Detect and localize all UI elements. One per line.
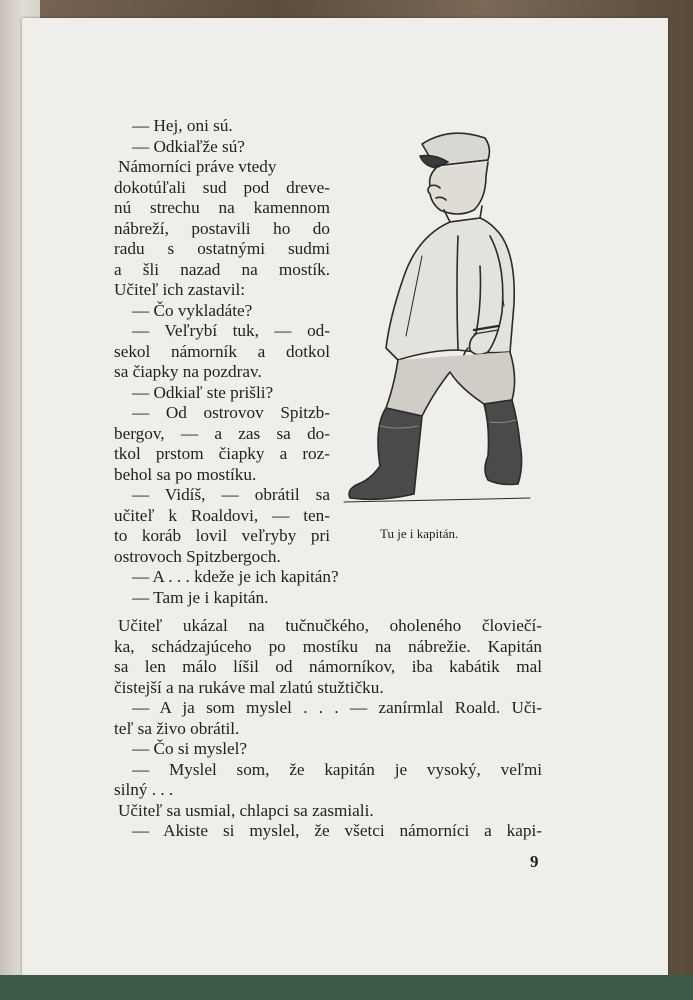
text-line: nábreží, postavili ho do [114, 218, 330, 238]
text-line: to koráb lovil veľryby pri [114, 526, 330, 545]
text-line: ka, schádzajúceho po mostíku na nábrežie. Kapitán [114, 636, 542, 656]
text-line: — A ja som myslel . . . — zanírmlal Roald. Uči- [132, 698, 542, 717]
table-surface [0, 975, 693, 1000]
text-line: — Odkiaľže sú? [132, 136, 245, 156]
text-line: tkol prstom čiapky a roz- [114, 444, 330, 463]
text-line: — Veľrybí tuk, — od- [132, 321, 330, 340]
text-line: ostrovoch Spitzbergoch. [114, 546, 281, 566]
illustration-caption: Tu je i kapitán. [380, 526, 459, 541]
text-line: a šli nazad na mostík. [114, 259, 330, 279]
text-line: sekol námorník a dotkol [114, 341, 330, 361]
text-line: bergov, — a zas sa do- [114, 423, 330, 443]
text-line: — Vidíš, — obrátil sa [132, 485, 330, 504]
captain-illustration [340, 126, 540, 516]
text-line: Učiteľ sa usmial, chlapci sa zasmiali. [118, 800, 374, 820]
text-line: — Čo si myslel? [132, 739, 248, 758]
text-line: teľ sa živo obrátil. [114, 718, 240, 738]
text-line: silný . . . [114, 780, 174, 799]
text-line: radu s ostatnými sudmi [114, 239, 330, 258]
text-line: — Myslel som, že kapitán je vysoký, veľmi [132, 759, 542, 779]
text-line: Námorníci práve vtedy [118, 157, 277, 176]
text-line: sa len málo líšil od námorníkov, iba kabátik mal [114, 657, 542, 676]
text-line: nú strechu na kamennom [114, 198, 330, 217]
text-line: učiteľ k Roaldovi, — ten- [114, 505, 330, 525]
text-line: Učiteľ ukázal na tučnučkého, oholeného človiečí- [118, 616, 542, 635]
text-line: Učiteľ ich zastavil: [114, 280, 246, 299]
text-line: — Čo vykladáte? [132, 300, 253, 320]
text-line: — Akiste si myslel, že všetci námorníci a kapi- [132, 821, 542, 840]
text-line: — A . . . kdeže je ich kapitán? [132, 567, 339, 586]
text-line: behol sa po mostíku. [114, 464, 257, 484]
text-line: — Hej, oni sú. [132, 116, 233, 135]
text-line: — Odkiaľ ste prišli? [132, 382, 274, 402]
text-line: sa čiapky na pozdrav. [114, 362, 262, 381]
text-line: — Tam je i kapitán. [132, 587, 269, 607]
text-line: dokotúľali sud pod dreve- [114, 177, 330, 197]
text-line: — Od ostrovov Spitzb- [132, 403, 330, 422]
text-line: čistejší a na rukáve mal zlatú stužtičku. [114, 677, 384, 697]
page-number: 9 [530, 852, 539, 871]
